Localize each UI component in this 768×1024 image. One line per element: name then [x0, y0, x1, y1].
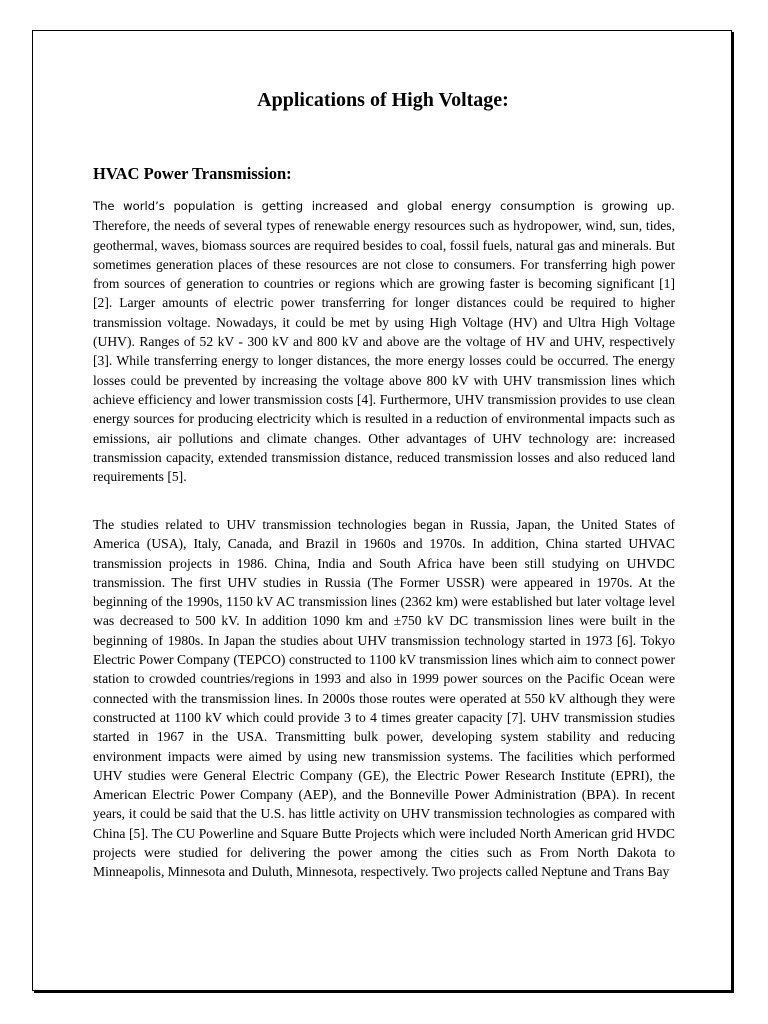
page-title: Applications of High Voltage: — [257, 89, 509, 111]
paragraph-2: The studies related to UHV transmission technologies began in Russia, Japan, the United States of America (USA), Italy, Canada, and Brazil in 1960s and 1970s. In addition, China started UHVAC transmission projects in 1986. China, India and South Africa have been still studying on UHVDC transmission. The first UHV studies in Russia (The Former USSR) were appeared in 1970s. At the beginning of the 1990s, 1150 kV AC transmission lines (2362 km) were established but later voltage level was decreased to 500 kV. In addition 1090 km and ±750 kV DC transmission lines were built in the beginning of 1980s. In Japan the studies about UHV transmission technology started in 1973 [6]. Tokyo Electric Power Company (TEPCO) constructed to 1100 kV transmission lines which aim to connect power station to crowded countries/regions in 1993 and also in 1999 power sources on the Pacific Ocean were connected with the transmission lines. In 2000s those routes were operated at 550 kV although they were constructed at 1100 kV which could provide 3 to 4 times greater capacity [7]. UHV transmission studies started in 1967 in the USA. Transmitting bulk power, developing system stability and reducing environment impacts were aimed by using new transmission systems. The facilities which performed UHV studies were General Electric Company (GE), the Electric Power Research Institute (EPRI), the American Electric Power Company (AEP), and the Bonneville Power Administration (BPA). In recent years, it could be said that the U.S. has little activity on UHV transmission technologies as compared with China [5]. The CU Powerline and Square Butte Projects which were included North American grid HVDC projects were studied for delivering the power among the cities such as From North Dakota to Minneapolis, Minnesota and Duluth, Minnesota, respectively. Two projects called Neptune and Trans Bay — [93, 517, 675, 880]
paragraph-1 — [93, 196, 675, 486]
section-heading: HVAC Power Transmission: — [93, 164, 292, 183]
document-page — [32, 30, 732, 991]
paragraph-1-lead: The world’s population is getting increased and global energy consumption is growing up. — [93, 199, 675, 213]
paragraph-1-body: Therefore, the needs of several types of renewable energy resources such as hydropower, wind, sun, tides, geothermal, waves, biomass sources are required besides to coal, fossil fuels, natural gas and minerals. But sometimes generation places of these resources are not close to consumers. For transferring high power from sources of generation to countries or regions which are growing faster is becoming significant [1] [2]. Larger amounts of electric power transferring for longer distances could be required to higher transmission voltage. Nowadays, it could be met by using High Voltage (HV) and Ultra High Voltage (UHV). Ranges of 52 kV - 300 kV and 800 kV and above are the voltage of HV and UHV, respectively [3]. While transferring energy to longer distances, the more energy losses could be occurred. The energy losses could be prevented by increasing the voltage above 800 kV with UHV transmission lines which achieve efficiency and lower transmission costs [4]. Furthermore, UHV transmission provides to use clean energy sources for producing electricity which is resulted in a reduction of environmental impacts such as emissions, air pollutions and climate changes. Other advantages of UHV technology are: increased transmission capacity, extended transmission distance, reduced transmission losses and also reduced land requirements [5]. — [93, 218, 675, 485]
